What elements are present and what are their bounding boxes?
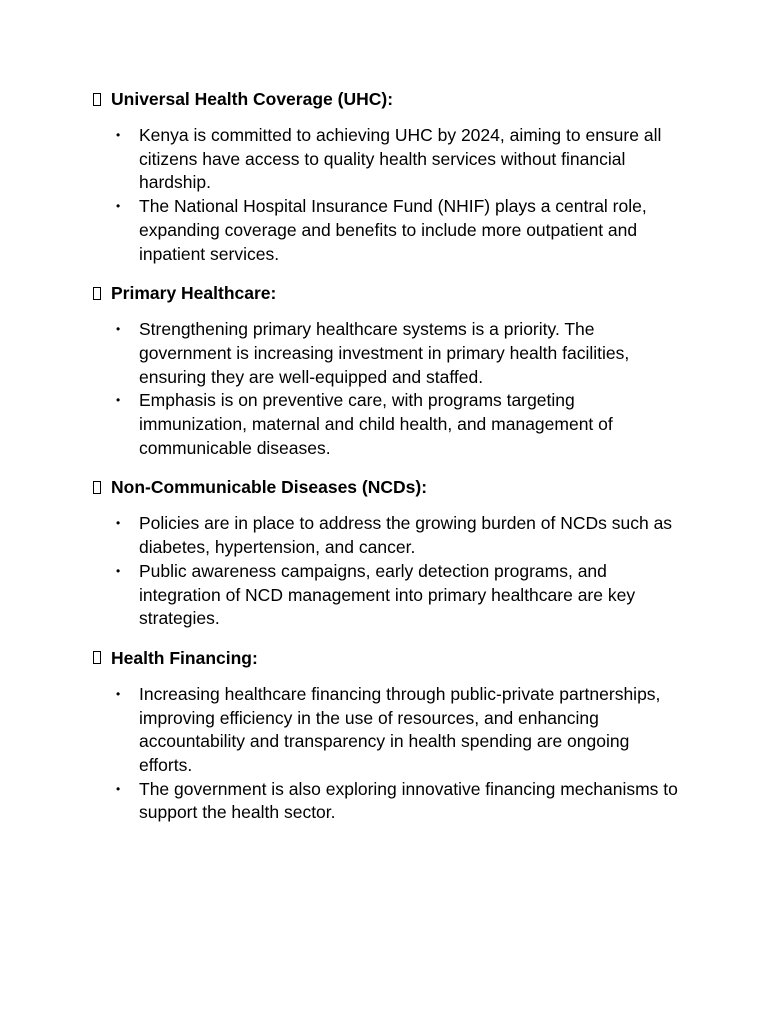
section-heading — [93, 474, 693, 500]
section-heading — [93, 645, 693, 671]
list-item — [93, 195, 684, 266]
list-item — [93, 683, 684, 778]
list-item-text: Policies are in place to address the growing burden of NCDs such as diabetes, hypertension, and cancer. — [139, 513, 673, 558]
missing-glyph-icon — [93, 93, 101, 106]
bullet-icon: • — [116, 516, 121, 531]
bullet-icon: • — [116, 781, 121, 796]
bullet-list — [93, 512, 693, 631]
bullet-icon: • — [116, 322, 121, 337]
list-item-text: Strengthening primary healthcare systems is a priority. The government is increasing investment in primary health facilities, ensuring they are well-equipped and staffed. — [139, 319, 630, 387]
missing-glyph-icon — [93, 481, 101, 494]
bullet-icon: • — [116, 686, 121, 701]
list-item-text: Public awareness campaigns, early detection programs, and integration of NCD management into primary healthcare are key strategies. — [139, 560, 636, 629]
bullet-icon: • — [116, 199, 121, 214]
section-heading-text: Primary Healthcare: — [111, 283, 277, 304]
list-item — [93, 512, 684, 559]
bullet-list — [93, 318, 693, 460]
missing-glyph-icon — [93, 651, 101, 664]
bullet-icon: • — [116, 128, 121, 142]
section-heading — [93, 280, 693, 306]
list-item-text: The National Hospital Insurance Fund (NHIF) plays a central role, expanding coverage and benefits to include more outpatient and inpatient services. — [139, 196, 647, 264]
list-item — [93, 560, 684, 631]
section-ncds — [93, 474, 693, 631]
section-uhc — [93, 86, 693, 266]
section-heading-text: Health Financing: — [111, 647, 258, 668]
list-item-text: The government is also exploring innovative financing mechanisms to support the health sector. — [139, 778, 678, 823]
missing-glyph-icon — [93, 287, 101, 300]
section-heading — [93, 86, 693, 112]
bullet-list — [93, 124, 693, 266]
section-heading-text: Non-Communicable Diseases (NCDs): — [111, 477, 428, 498]
bullet-icon: • — [116, 393, 121, 408]
list-item-text: Kenya is committed to achieving UHC by 2024, aiming to ensure all citizens have access to quality health services without financial hardship. — [139, 125, 662, 193]
section-health-financing — [93, 645, 693, 825]
list-item — [93, 778, 684, 825]
bullet-list — [93, 683, 693, 825]
list-item — [93, 389, 684, 460]
list-item-text: Emphasis is on preventive care, with programs targeting immunization, maternal and child health, and management of communicable diseases. — [139, 390, 613, 458]
list-item — [93, 124, 684, 195]
section-heading-text: Universal Health Coverage (UHC): — [111, 89, 394, 109]
list-item-text: Increasing healthcare financing through public-private partnerships, improving efficiency in the use of resources, and enhancing accountability and transparency in health spending are ongoing efforts. — [139, 683, 661, 776]
bullet-icon: • — [116, 563, 121, 578]
list-item — [93, 318, 684, 389]
section-primary-healthcare — [93, 280, 693, 460]
